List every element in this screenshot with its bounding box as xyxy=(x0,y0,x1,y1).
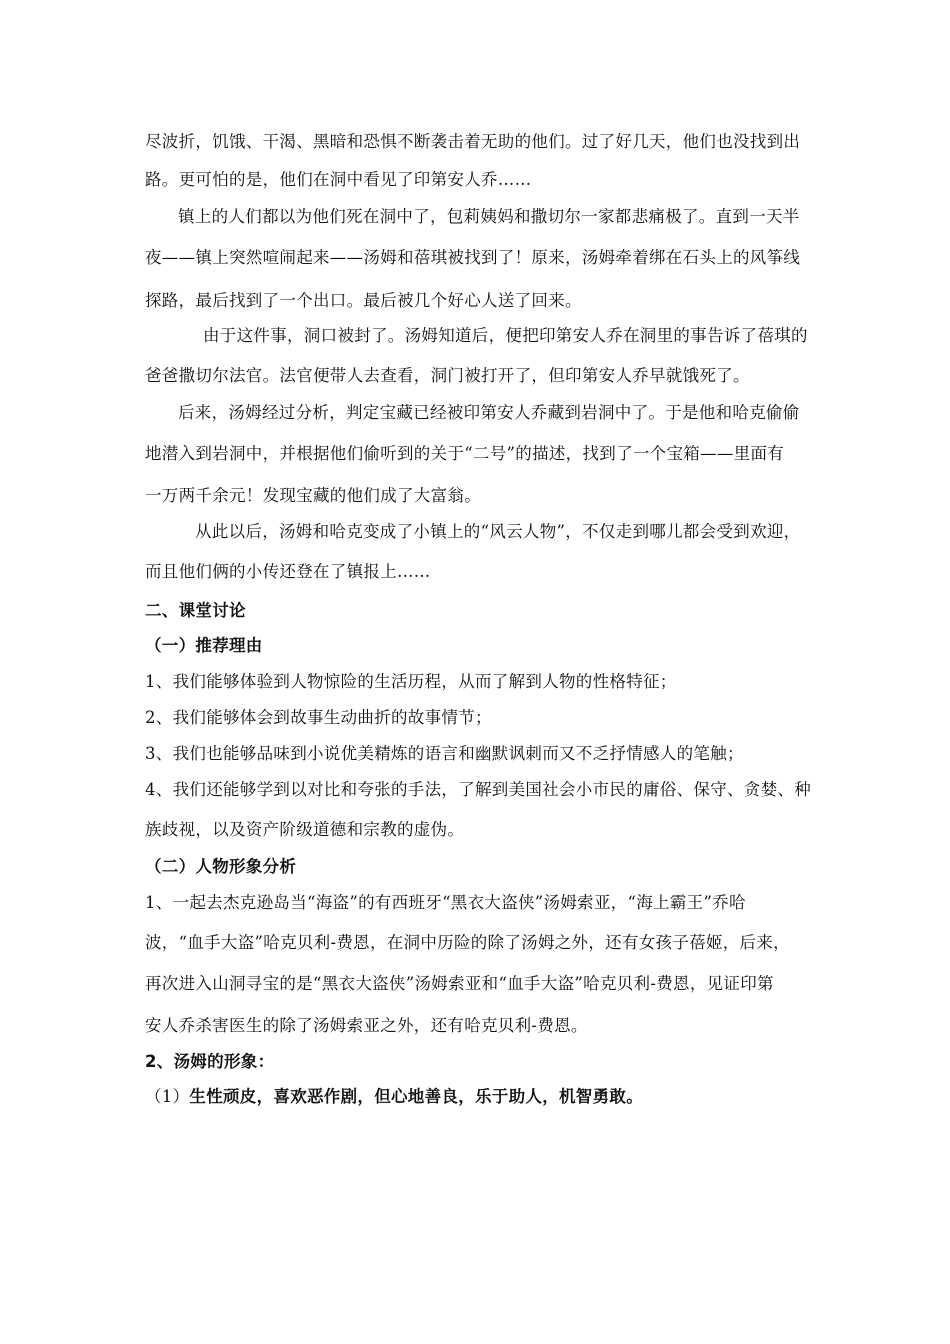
list-item: 波，“血手大盗”哈克贝利-费恩，在洞中历险的除了汤姆之外，还有女孩子蓓姬，后来， xyxy=(145,933,790,952)
paragraph-line: 路。更可怕的是，他们在洞中看见了印第安人乔…… xyxy=(145,170,532,189)
list-item: 1、一起去杰克逊岛当“海盗”的有西班牙“黑衣大盗侠”汤姆索亚，“海上霸王”乔哈 xyxy=(145,893,746,912)
list-item: 2、我们能够体会到故事生动曲折的故事情节； xyxy=(145,708,492,727)
list-item: 安人乔杀害医生的除了汤姆索亚之外，还有哈克贝利-费恩。 xyxy=(145,1016,588,1035)
paragraph-line: 探路，最后找到了一个出口。最后被几个好心人送了回来。 xyxy=(145,291,582,310)
list-item-text: 生性顽皮，喜欢恶作剧，但心地善良，乐于助人，机智勇敢。 xyxy=(189,1087,644,1106)
paragraph-line: 镇上的人们都以为他们死在洞中了，包莉姨妈和撒切尔一家都悲痛极了。直到一天半 xyxy=(178,207,800,226)
subsection-heading: （二）人物形象分析 xyxy=(145,857,297,876)
paragraph-line: 一万两千余元！发现宝藏的他们成了大富翁。 xyxy=(145,486,481,505)
list-item xyxy=(145,1083,643,1107)
paragraph-line: 夜——镇上突然喧闹起来——汤姆和蓓琪被找到了！原来，汤姆牵着绑在石头上的风筝线 xyxy=(145,248,801,267)
paragraph-line: 从此以后，汤姆和哈克变成了小镇上的“风云人物”，不仅走到哪儿都会受到欢迎， xyxy=(195,522,801,541)
list-item: 4、我们还能够学到以对比和夸张的手法，了解到美国社会小市民的庸俗、保守、贪婪、种 xyxy=(145,780,811,799)
list-item: 3、我们也能够品味到小说优美精炼的语言和幽默讽刺而又不乏抒情感人的笔触； xyxy=(145,744,744,763)
paragraph-line: 地潜入到岩洞中，并根据他们偷听到的关于“二号”的描述，找到了一个宝箱——里面有 xyxy=(145,444,785,463)
paragraph-line: 由于这件事，洞口被封了。汤姆知道后，便把印第安人乔在洞里的事告诉了蓓琪的 xyxy=(203,326,808,345)
subsection-heading: 2、汤姆的形象： xyxy=(145,1052,275,1071)
list-item: 再次进入山洞寻宝的是“黑衣大盗侠”汤姆索亚和“血手大盗”哈克贝利-费恩，见证印第 xyxy=(145,974,774,993)
list-item: 族歧视，以及资产阶级道德和宗教的虚伪。 xyxy=(145,820,465,839)
section-heading: 二、课堂讨论 xyxy=(145,601,246,620)
subsection-heading: （一）推荐理由 xyxy=(145,636,263,655)
list-item: 1、我们能够体验到人物惊险的生活历程，从而了解到人物的性格特征； xyxy=(145,672,677,691)
paragraph-line: 而且他们俩的小传还登在了镇报上…… xyxy=(145,562,431,581)
paragraph-line: 爸爸撒切尔法官。法官便带人去查看，洞门被打开了，但印第安人乔早就饿死了。 xyxy=(145,366,750,385)
paragraph-line: 后来，汤姆经过分析，判定宝藏已经被印第安人乔藏到岩洞中了。于是他和哈克偷偷 xyxy=(178,403,800,422)
list-item-number: （1） xyxy=(145,1087,190,1106)
paragraph-line: 尽波折，饥饿、干渴、黑暗和恐惧不断袭击着无助的他们。过了好几天，他们也没找到出 xyxy=(145,132,801,151)
